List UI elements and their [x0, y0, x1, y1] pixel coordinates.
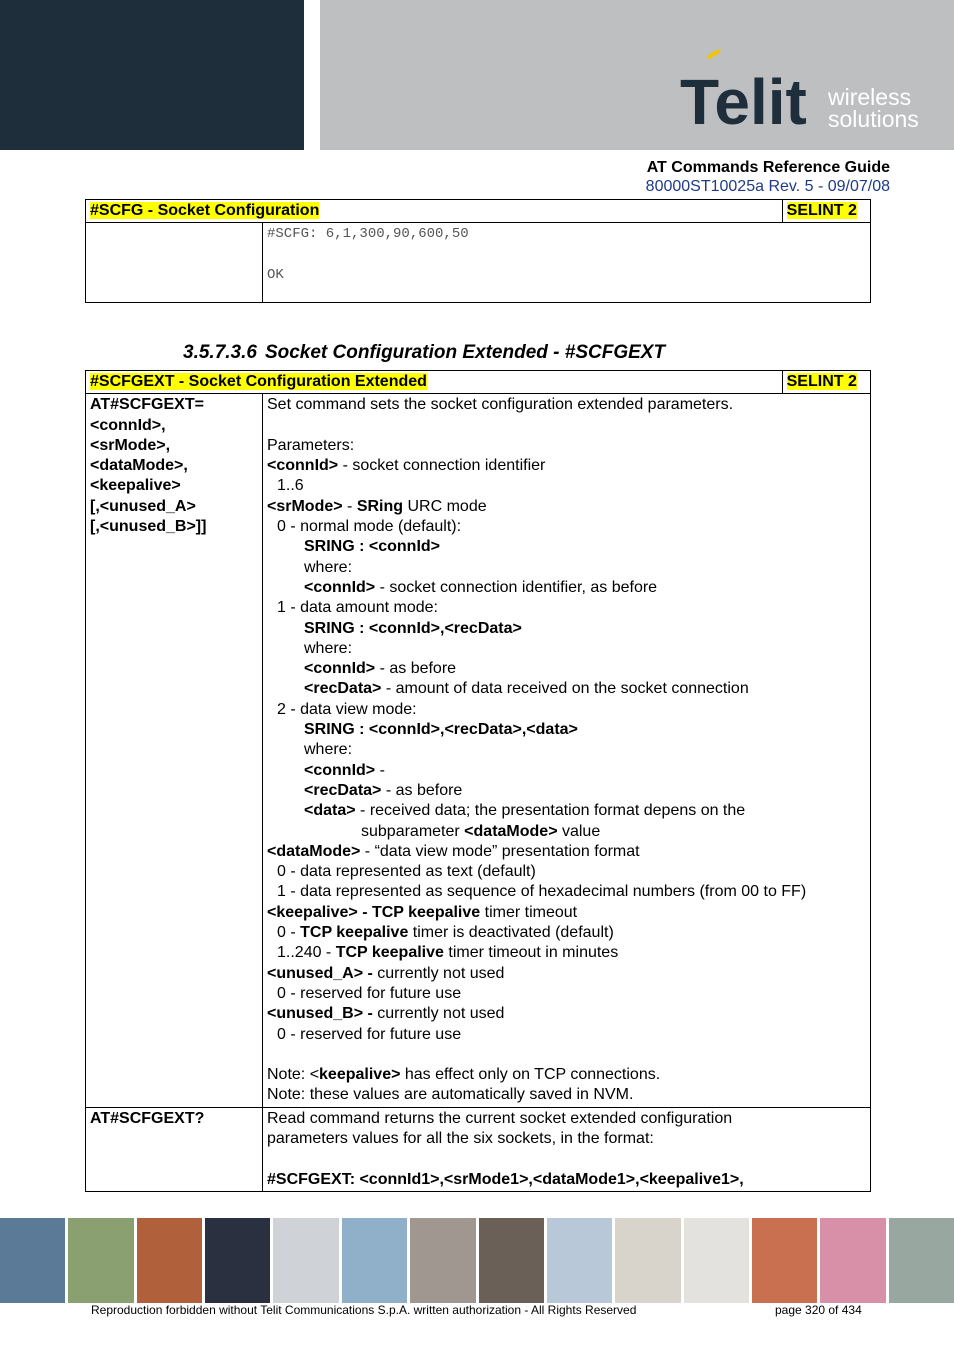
set-cmd-line: <connId>, [90, 416, 166, 434]
footer-photo [547, 1218, 612, 1303]
srmode-1-sring: SRING : <connId>,<recData> [304, 619, 522, 637]
footer-page-number: page 320 of 434 [775, 1303, 862, 1317]
srmode-1-where: where: [304, 639, 353, 657]
read-desc-1: Read command returns the current socket extended configuration [267, 1109, 733, 1127]
footer-copyright: Reproduction forbidden without Telit Communications S.p.A. written authorization - All Rights Reserved [91, 1303, 637, 1317]
keepalive-0: 0 - TCP keepalive timer is deactivated (default) [277, 924, 614, 942]
scfg-example-cell [263, 223, 871, 303]
footer-photo-strip [0, 1218, 954, 1303]
section-number: 3.5.7.3.6 [183, 342, 257, 363]
srmode-2-data-cont: subparameter <dataMode> value [361, 822, 601, 840]
read-format: #SCFGEXT: <connId1>,<srMode1>,<dataMode1>,<keepalive1>, [267, 1170, 744, 1188]
footer-photo [68, 1218, 133, 1303]
param-unused-a: <unused_A> - currently not used [267, 964, 505, 982]
footer-photo [615, 1218, 680, 1303]
srmode-2-connid: <connId> - [304, 761, 385, 779]
srmode-2-data: <data> - received data; the presentation format depens on the [304, 802, 746, 820]
footer-photo [752, 1218, 817, 1303]
scfgext-table [85, 370, 871, 1192]
param-datamode: <dataMode> - “data view mode” presentation format [267, 842, 640, 860]
params-label: Parameters: [267, 436, 355, 454]
param-srmode: <srMode> - SRing URC mode [267, 497, 487, 515]
footer-photo [0, 1218, 65, 1303]
srmode-2-where: where: [304, 741, 353, 759]
param-keepalive: <keepalive> - TCP keepalive timer timeout [267, 903, 578, 921]
footer-photo [820, 1218, 885, 1303]
footer-photo [410, 1218, 475, 1303]
datamode-0: 0 - data represented as text (default) [277, 863, 536, 881]
note-nvm: Note: these values are automatically saved in NVM. [267, 1086, 634, 1104]
scfgext-selint-cell [782, 371, 870, 394]
scfg-ok: OK [267, 266, 284, 283]
keepalive-range: 1..240 - TCP keepalive timer timeout in minutes [277, 944, 619, 962]
footer-photo [205, 1218, 270, 1303]
section-heading [183, 342, 665, 364]
logo-tag1: wireless [828, 84, 912, 110]
scfg-empty-cell [86, 223, 263, 303]
set-cmd-line: [,<unused_B>]] [90, 518, 207, 536]
unused-a-0: 0 - reserved for future use [277, 984, 462, 1002]
scfg-selint: SELINT 2 [786, 202, 857, 219]
note-keepalive: Note: <keepalive> has effect only on TCP connections. [267, 1066, 661, 1084]
set-cmd-line: <dataMode>, [90, 457, 188, 475]
scfg-table [85, 199, 871, 303]
srmode-0-where: where: [304, 558, 353, 576]
section-title: Socket Configuration Extended - #SCFGEXT [264, 342, 666, 363]
srmode-0-sring: SRING : <connId> [304, 538, 441, 556]
footer-photo [273, 1218, 338, 1303]
logo-word: Telit [680, 66, 807, 135]
srmode-0: 0 - normal mode (default): [277, 518, 462, 536]
param-connid: <connId> - socket connection identifier [267, 457, 546, 475]
read-command-cell: AT#SCFGEXT? [86, 1107, 263, 1191]
srmode-2-recdata: <recData> - as before [304, 781, 463, 799]
footer-photo [342, 1218, 407, 1303]
footer-photo [479, 1218, 544, 1303]
connid-range: 1..6 [277, 477, 304, 495]
set-description-cell [263, 394, 871, 1107]
scfgext-selint: SELINT 2 [786, 373, 857, 390]
set-cmd-line: AT#SCFGEXT= [90, 396, 204, 414]
guide-title: AT Commands Reference Guide [646, 159, 890, 176]
scfg-title-cell [86, 200, 783, 223]
scfg-title: #SCFG - Socket Configuration [90, 202, 320, 219]
logo-tag2: solutions [828, 106, 919, 132]
unused-b-0: 0 - reserved for future use [277, 1025, 462, 1043]
header-dark-panel [0, 0, 304, 150]
set-intro: Set command sets the socket configuration extended parameters. [267, 396, 734, 414]
datamode-1: 1 - data represented as sequence of hexadecimal numbers (from 00 to FF) [277, 883, 807, 901]
set-cmd-line: [,<unused_A> [90, 497, 196, 515]
srmode-2-sring: SRING : <connId>,<recData>,<data> [304, 721, 578, 739]
set-cmd-line: <keepalive> [90, 477, 181, 495]
srmode-2: 2 - data view mode: [277, 700, 417, 718]
guide-revision: 80000ST10025a Rev. 5 - 09/07/08 [645, 178, 890, 195]
footer-photo [137, 1218, 202, 1303]
set-cmd-line: <srMode>, [90, 436, 171, 454]
footer-photo [684, 1218, 749, 1303]
read-description-cell [263, 1107, 871, 1191]
scfg-selint-cell [782, 200, 870, 223]
scfgext-title: #SCFGEXT - Socket Configuration Extended [90, 373, 427, 390]
param-unused-b: <unused_B> - currently not used [267, 1005, 505, 1023]
scfg-response: #SCFG: 6,1,300,90,600,50 [267, 226, 469, 243]
set-command-cell [86, 394, 263, 1107]
srmode-1: 1 - data amount mode: [277, 599, 438, 617]
read-desc-2: parameters values for all the six sockets, in the format: [267, 1129, 654, 1147]
srmode-1-connid: <connId> - as before [304, 660, 457, 678]
srmode-0-connid: <connId> - socket connection identifier, as before [304, 578, 658, 596]
telit-logo [676, 50, 936, 135]
srmode-1-recdata: <recData> - amount of data received on the socket connection [304, 680, 749, 698]
footer-photo [889, 1218, 954, 1303]
scfgext-title-cell [86, 371, 783, 394]
